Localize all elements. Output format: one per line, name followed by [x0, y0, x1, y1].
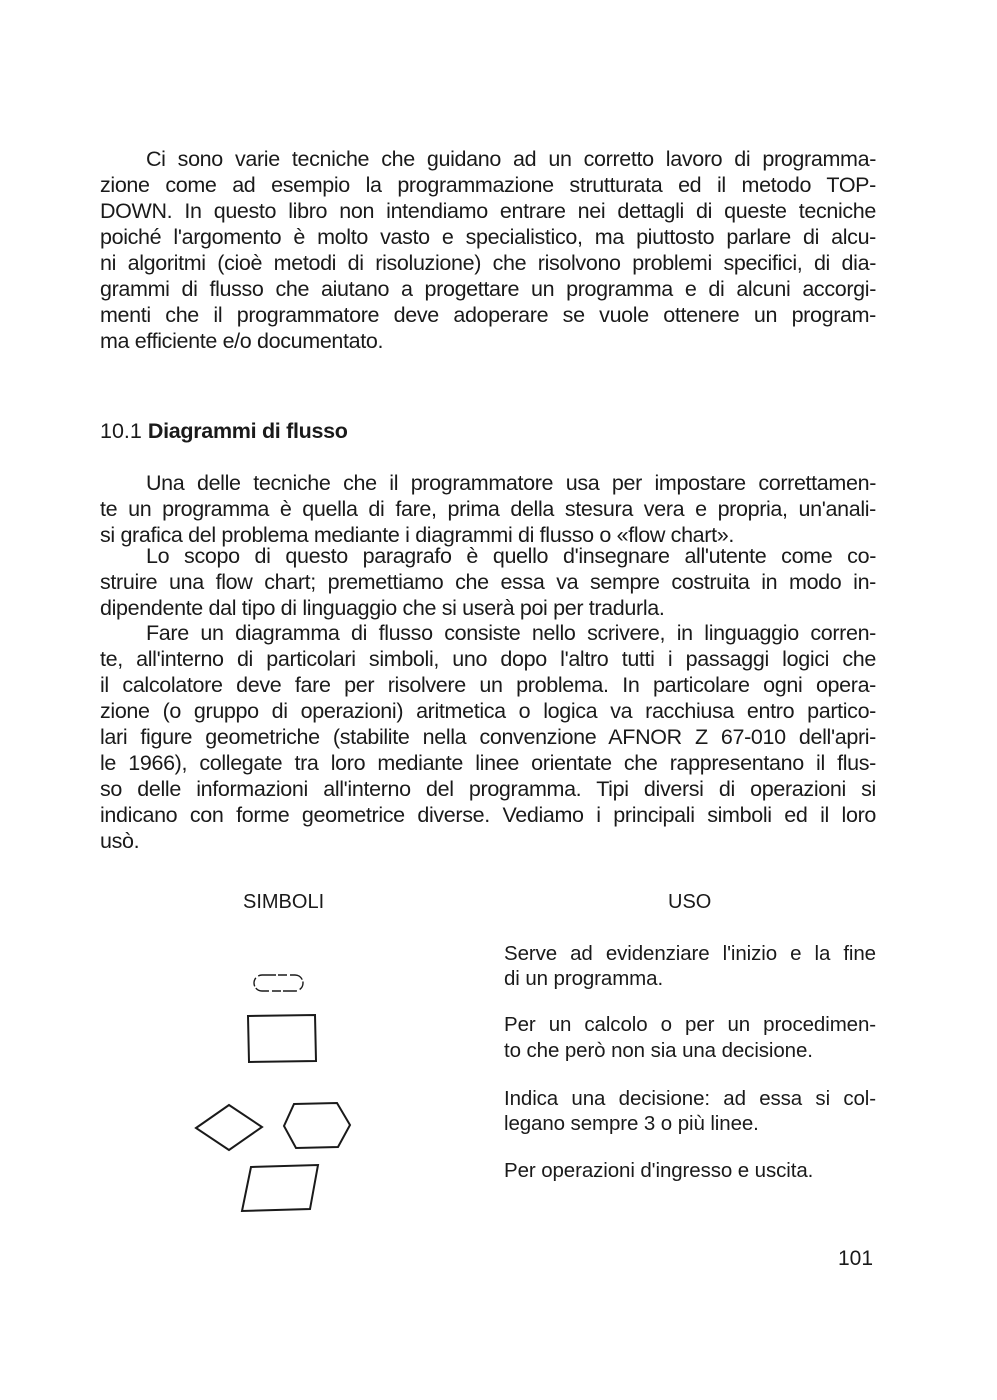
text-line: le 1966), collegate tra loro mediante linee orientate che rappresentano il flus- — [100, 751, 876, 775]
text-line: lari figure geometriche (stabilite nella convenzione AFNOR Z 67-010 dell'apri- — [100, 725, 876, 749]
text-line: te un programma è quella di fare, prima della stesura vera e propria, un'anali- — [100, 497, 876, 521]
text-line: Fare un diagramma di flusso consiste nello scrivere, in linguaggio corren- — [146, 621, 876, 645]
section-number: 10.1 — [100, 419, 142, 443]
text-line: DOWN. In questo libro non intendiamo entrare nei dettagli di queste tecniche — [100, 199, 876, 223]
text-line: si grafica del problema mediante i diagrammi di flusso o «flow chart». — [100, 523, 734, 547]
text-line: Una delle tecniche che il programmatore usa per impostare correttamen- — [146, 471, 876, 495]
section-title: Diagrammi di flusso — [147, 419, 348, 443]
usage-text-line: di un programma. — [504, 967, 664, 990]
usage-text-line: legano sempre 3 o più linee. — [504, 1112, 759, 1135]
text-line: struire una flow chart; premettiamo che essa va sempre costruita in modo in- — [100, 570, 876, 594]
decision-diamond-icon — [196, 1105, 262, 1150]
text-line: il calcolatore deve fare per risolvere un problema. In particolare ogni opera- — [100, 673, 876, 697]
input-output-symbol-icon — [242, 1165, 318, 1211]
text-line: so delle informazioni all'interno del programma. Tipi diversi di operazioni si — [100, 777, 876, 801]
decision-hexagon-icon — [284, 1103, 350, 1148]
text-line: usò. — [100, 829, 140, 853]
section-heading — [100, 418, 348, 444]
process-symbol-icon — [248, 1015, 316, 1062]
text-line: ma efficiente e/o documentato. — [100, 329, 384, 353]
text-line: indicano con forme geometrice diverse. Vediamo i principali simboli ed il loro — [100, 803, 876, 827]
text-line: Ci sono varie tecniche che guidano ad un corretto lavoro di programma- — [146, 147, 876, 171]
usage-text-line: Per operazioni d'ingresso e uscita. — [504, 1159, 814, 1182]
text-line: Lo scopo di questo paragrafo è quello d'insegnare all'utente come co- — [146, 544, 876, 568]
usage-text-line: to che però non sia una decisione. — [504, 1039, 813, 1062]
text-line: ni algoritmi (cioè metodi di risoluzione) che risolvono problemi specifici, di dia- — [100, 251, 876, 275]
usage-text-line: Indica una decisione: ad essa si col- — [504, 1087, 876, 1110]
usage-text-line: Per un calcolo o per un procedimen- — [504, 1013, 876, 1036]
terminal-symbol-icon — [254, 975, 303, 991]
text-line: grammi di flusso che aiutano a progettare un programma e di alcuni accorgi- — [100, 277, 876, 301]
text-line: zione come ad esempio la programmazione strutturata ed il metodo TOP- — [100, 173, 876, 197]
text-line: zione (o gruppo di operazioni) aritmetica o logica va racchiusa entro partico- — [100, 699, 876, 723]
usage-text-line: Serve ad evidenziare l'inizio e la fine — [504, 942, 876, 965]
column-header-symbols: SIMBOLI — [243, 891, 325, 913]
page-number: 101 — [838, 1247, 874, 1270]
text-line: menti che il programmatore deve adoperare se vuole ottenere un program- — [100, 303, 876, 327]
text-line: te, all'interno di particolari simboli, uno dopo l'altro tutti i passaggi logici che — [100, 647, 876, 671]
text-line: poiché l'argomento è molto vasto e specialistico, ma piuttosto parlare di alcu- — [100, 225, 876, 249]
text-line: dipendente dal tipo di linguaggio che si userà poi per tradurla. — [100, 596, 665, 620]
column-header-usage: USO — [668, 891, 712, 913]
